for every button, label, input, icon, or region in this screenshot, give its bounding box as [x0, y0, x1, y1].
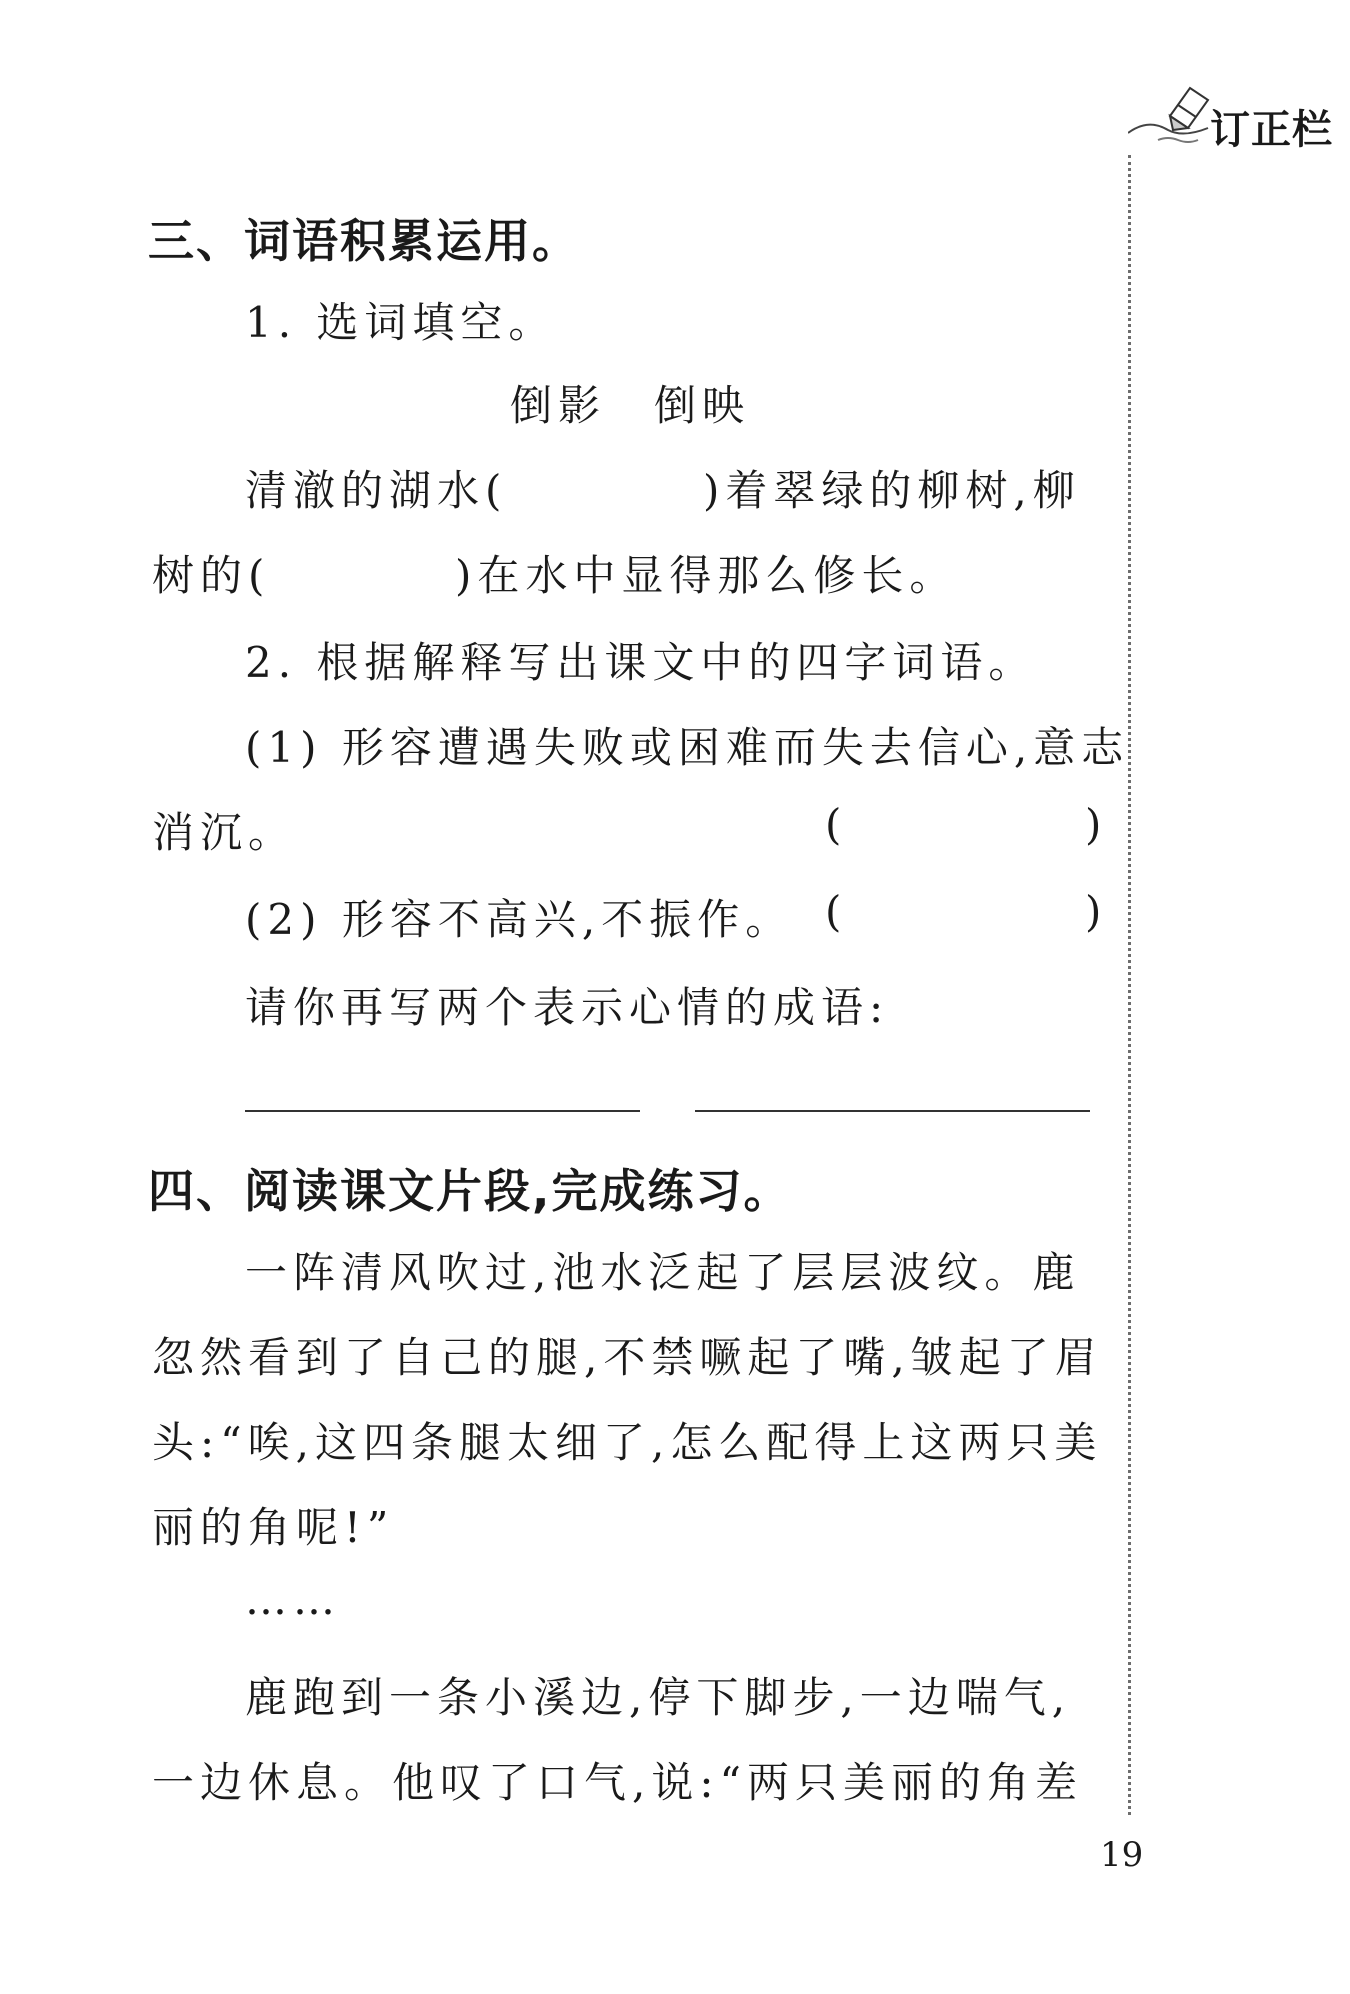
- q2-item2-blank-close: ): [1085, 887, 1108, 936]
- passage-line: 丽的角呢!”: [152, 1503, 395, 1552]
- q2-item1-line2: 消沉。: [152, 808, 297, 857]
- page-number: 19: [1100, 1835, 1144, 1875]
- q1-sentence-part2: )着翠绿的柳树,柳: [703, 466, 1081, 515]
- section3-title: 三、词语积累运用。: [148, 214, 580, 268]
- correction-column-title: 订正栏: [1210, 107, 1333, 153]
- section4-title: 四、阅读课文片段,完成练习。: [148, 1164, 792, 1218]
- answer-line-2[interactable]: [695, 1110, 1090, 1112]
- passage-line: 忽然看到了自己的腿,不禁噘起了嘴,皱起了眉: [152, 1333, 1103, 1382]
- q2-item1-blank-open: (: [825, 800, 848, 849]
- correction-column-divider: [1128, 155, 1131, 1815]
- q1-sentence-part1: 清澈的湖水(: [245, 466, 508, 515]
- q1-label: 1. 选词填空。: [245, 298, 557, 347]
- passage-line: 一阵清风吹过,池水泛起了层层波纹。鹿: [245, 1248, 1081, 1297]
- q2-extra-prompt: 请你再写两个表示心情的成语:: [245, 983, 890, 1032]
- q2-item2-blank-open: (: [825, 887, 848, 936]
- q1-sentence-part4: )在水中显得那么修长。: [455, 551, 958, 600]
- answer-line-1[interactable]: [245, 1110, 640, 1112]
- q2-item1-blank-close: ): [1085, 800, 1108, 849]
- passage-line: 头:“唉,这四条腿太细了,怎么配得上这两只美: [152, 1418, 1103, 1467]
- passage-line: 一边休息。他叹了口气,说:“两只美丽的角差: [152, 1758, 1083, 1807]
- passage-ellipsis: ……: [245, 1575, 341, 1624]
- q2-item1-line1: (1) 形容遭遇失败或困难而失去信心,意志: [245, 723, 1130, 772]
- pencil-icon: [1128, 78, 1218, 148]
- q2-item2: (2) 形容不高兴,不振作。: [245, 895, 794, 944]
- q2-label: 2. 根据解释写出课文中的四字词语。: [245, 638, 1037, 687]
- q1-word-options: 倒影 倒映: [510, 381, 751, 430]
- passage-line: 鹿跑到一条小溪边,停下脚步,一边喘气,: [245, 1673, 1072, 1722]
- q1-sentence-part3: 树的(: [152, 551, 271, 600]
